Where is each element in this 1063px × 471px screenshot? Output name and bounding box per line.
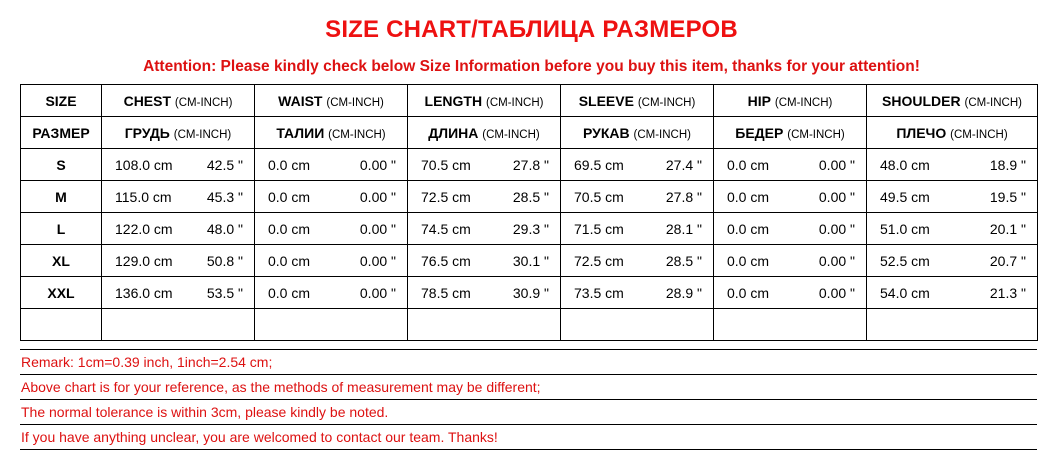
measurement-cell <box>408 245 561 277</box>
measurement-cell <box>867 213 1038 245</box>
inch-value: 0.00 " <box>359 220 396 237</box>
cm-value: 0.0 cm <box>727 188 770 205</box>
column-label: CHEST <box>123 92 172 109</box>
column-unit: (CM-INCH) <box>787 128 845 141</box>
column-label: HIP <box>747 92 771 109</box>
cm-value: 129.0 cm <box>115 252 173 269</box>
cm-value: 78.5 cm <box>421 284 471 301</box>
column-label: ТАЛИИ <box>276 124 325 141</box>
measurement-cell <box>714 277 867 309</box>
empty-cell <box>102 309 255 341</box>
inch-value: 0.00 " <box>818 220 855 237</box>
table-row <box>21 181 1038 213</box>
measurement-pair <box>714 221 866 237</box>
measurement-pair <box>561 189 713 205</box>
size-table <box>20 84 1038 341</box>
cm-value: 74.5 cm <box>421 220 471 237</box>
column-label: РУКАВ <box>582 124 630 141</box>
measurement-pair <box>867 157 1037 173</box>
column-header <box>408 117 561 149</box>
measurement-cell <box>867 149 1038 181</box>
measurement-pair <box>867 189 1037 205</box>
column-header <box>867 117 1038 149</box>
measurement-pair <box>561 285 713 301</box>
column-unit: (CM-INCH) <box>485 96 544 109</box>
inch-value: 20.7 " <box>989 252 1026 269</box>
cm-value: 0.0 cm <box>268 284 311 301</box>
measurement-pair <box>714 157 866 173</box>
inch-value: 0.00 " <box>359 252 396 269</box>
column-header <box>714 117 867 149</box>
measurement-cell <box>867 245 1038 277</box>
measurement-pair <box>867 221 1037 237</box>
size-label: M <box>21 181 102 213</box>
remark-line: Above chart is for your reference, as the methods of measurement may be different; <box>20 375 1037 400</box>
column-label: ДЛИНА <box>428 124 479 141</box>
measurement-cell <box>561 149 714 181</box>
inch-value: 19.5 " <box>989 188 1026 205</box>
column-header <box>867 85 1038 117</box>
cm-value: 70.5 cm <box>421 156 471 173</box>
measurement-pair <box>561 157 713 173</box>
inch-value: 28.5 " <box>665 252 702 269</box>
measurement-cell <box>561 181 714 213</box>
measurement-pair <box>408 157 560 173</box>
inch-value: 42.5 " <box>206 156 243 173</box>
cm-value: 0.0 cm <box>727 220 770 237</box>
measurement-cell <box>255 277 408 309</box>
inch-value: 21.3 " <box>989 284 1026 301</box>
cm-value: 48.0 cm <box>880 156 930 173</box>
column-header <box>255 85 408 117</box>
measurement-pair <box>255 157 407 173</box>
measurement-cell <box>714 213 867 245</box>
measurement-cell <box>867 181 1038 213</box>
column-unit: (CM-INCH) <box>173 128 232 141</box>
column-unit: (CM-INCH) <box>633 128 691 141</box>
empty-cell <box>714 309 867 341</box>
size-label: S <box>21 149 102 181</box>
measurement-cell <box>714 245 867 277</box>
cm-value: 51.0 cm <box>880 220 930 237</box>
measurement-cell <box>561 277 714 309</box>
measurement-pair <box>255 189 407 205</box>
remark-line: If you have anything unclear, you are welcomed to contact our team. Thanks! <box>20 425 1037 450</box>
inch-value: 28.1 " <box>665 220 702 237</box>
measurement-pair <box>255 253 407 269</box>
inch-value: 0.00 " <box>359 156 396 173</box>
measurement-pair <box>255 221 407 237</box>
cm-value: 115.0 cm <box>115 188 172 205</box>
measurement-pair <box>408 221 560 237</box>
header-row-russian <box>21 117 1038 149</box>
column-header <box>714 85 867 117</box>
cm-value: 0.0 cm <box>268 156 311 173</box>
inch-value: 28.5 " <box>512 188 549 205</box>
inch-value: 18.9 " <box>989 156 1026 173</box>
cm-value: 0.0 cm <box>727 252 770 269</box>
measurement-pair <box>714 189 866 205</box>
measurement-cell <box>255 149 408 181</box>
measurement-pair <box>102 157 254 173</box>
empty-cell <box>561 309 714 341</box>
measurement-cell <box>255 213 408 245</box>
inch-value: 48.0 " <box>206 220 243 237</box>
cm-value: 108.0 cm <box>115 156 173 173</box>
inch-value: 28.9 " <box>665 284 702 301</box>
inch-value: 0.00 " <box>359 188 396 205</box>
measurement-cell <box>714 181 867 213</box>
column-unit: (CM-INCH) <box>326 96 384 109</box>
column-unit: (CM-INCH) <box>964 96 1022 109</box>
size-header-cell: SIZE <box>21 85 102 117</box>
remark-line: The normal tolerance is within 3cm, please kindly be noted. <box>20 400 1037 425</box>
cm-value: 70.5 cm <box>574 188 624 205</box>
cm-value: 0.0 cm <box>268 188 311 205</box>
inch-value: 0.00 " <box>818 284 855 301</box>
remarks-section <box>20 349 1037 450</box>
cm-value: 54.0 cm <box>880 284 930 301</box>
measurement-pair <box>714 253 866 269</box>
empty-cell <box>21 309 102 341</box>
column-header <box>102 117 255 149</box>
measurement-pair <box>408 253 560 269</box>
table-row <box>21 277 1038 309</box>
measurement-cell <box>867 277 1038 309</box>
empty-cell <box>255 309 408 341</box>
cm-value: 122.0 cm <box>115 220 173 237</box>
measurement-cell <box>102 181 255 213</box>
header-row-english <box>21 85 1038 117</box>
cm-value: 0.0 cm <box>268 220 311 237</box>
cm-value: 0.0 cm <box>727 156 770 173</box>
cm-value: 71.5 cm <box>574 220 624 237</box>
cm-value: 49.5 cm <box>880 188 930 205</box>
measurement-pair <box>408 285 560 301</box>
measurement-cell <box>102 277 255 309</box>
table-row <box>21 213 1038 245</box>
inch-value: 20.1 " <box>989 220 1026 237</box>
inch-value: 29.3 " <box>512 220 549 237</box>
table-row <box>21 245 1038 277</box>
empty-cell <box>867 309 1038 341</box>
inch-value: 30.9 " <box>512 284 549 301</box>
table-row <box>21 149 1038 181</box>
column-header <box>561 85 714 117</box>
cm-value: 52.5 cm <box>880 252 930 269</box>
empty-row <box>21 309 1038 341</box>
measurement-cell <box>561 245 714 277</box>
measurement-pair <box>255 285 407 301</box>
measurement-cell <box>255 245 408 277</box>
cm-value: 0.0 cm <box>727 284 770 301</box>
measurement-cell <box>102 213 255 245</box>
measurement-cell <box>255 181 408 213</box>
measurement-cell <box>408 181 561 213</box>
measurement-pair <box>102 221 254 237</box>
column-unit: (CM-INCH) <box>774 96 833 109</box>
inch-value: 0.00 " <box>359 284 396 301</box>
column-label: ГРУДЬ <box>124 124 170 141</box>
column-label: WAIST <box>278 92 323 109</box>
measurement-pair <box>867 253 1037 269</box>
measurement-pair <box>867 285 1037 301</box>
inch-value: 27.4 " <box>665 156 702 173</box>
cm-value: 136.0 cm <box>115 284 173 301</box>
inch-value: 45.3 " <box>206 188 243 205</box>
measurement-cell <box>102 245 255 277</box>
attention-notice: Attention: Please kindly check below Size Information before you buy this item, thanks for your attention! <box>143 58 920 75</box>
inch-value: 27.8 " <box>512 156 549 173</box>
column-header <box>561 117 714 149</box>
measurement-pair <box>561 221 713 237</box>
column-header <box>102 85 255 117</box>
column-header <box>408 85 561 117</box>
measurement-pair <box>102 285 254 301</box>
column-label: SLEEVE <box>578 92 634 109</box>
inch-value: 30.1 " <box>512 252 549 269</box>
size-label: L <box>21 213 102 245</box>
inch-value: 50.8 " <box>206 252 243 269</box>
column-unit: (CM-INCH) <box>328 128 386 141</box>
empty-cell <box>408 309 561 341</box>
column-label: LENGTH <box>424 92 483 109</box>
column-unit: (CM-INCH) <box>482 128 540 141</box>
inch-value: 0.00 " <box>818 188 855 205</box>
column-header <box>255 117 408 149</box>
cm-value: 69.5 cm <box>574 156 624 173</box>
cm-value: 0.0 cm <box>268 252 311 269</box>
measurement-pair <box>102 253 254 269</box>
column-label: ПЛЕЧО <box>896 124 947 141</box>
cm-value: 72.5 cm <box>421 188 471 205</box>
measurement-cell <box>102 149 255 181</box>
column-label: БЕДЕР <box>735 124 784 141</box>
size-label: XL <box>21 245 102 277</box>
cm-value: 76.5 cm <box>421 252 471 269</box>
measurement-pair <box>561 253 713 269</box>
measurement-cell <box>561 213 714 245</box>
measurement-cell <box>408 213 561 245</box>
inch-value: 53.5 " <box>206 284 243 301</box>
column-unit: (CM-INCH) <box>950 128 1008 141</box>
measurement-cell <box>714 149 867 181</box>
inch-value: 0.00 " <box>818 252 855 269</box>
measurement-pair <box>102 189 254 205</box>
measurement-cell <box>408 149 561 181</box>
inch-value: 0.00 " <box>818 156 855 173</box>
column-label: SHOULDER <box>882 92 961 109</box>
size-header-cell: РАЗМЕР <box>21 117 102 149</box>
measurement-cell <box>408 277 561 309</box>
inch-value: 27.8 " <box>665 188 702 205</box>
size-table-body <box>21 85 1038 341</box>
measurement-pair <box>714 285 866 301</box>
remark-line: Remark: 1cm=0.39 inch, 1inch=2.54 cm; <box>20 349 1037 375</box>
measurement-pair <box>408 189 560 205</box>
column-unit: (CM-INCH) <box>637 96 696 109</box>
column-unit: (CM-INCH) <box>174 96 233 109</box>
size-label: XXL <box>21 277 102 309</box>
cm-value: 73.5 cm <box>574 284 624 301</box>
cm-value: 72.5 cm <box>574 252 624 269</box>
page-title: SIZE CHART/ТАБЛИЦА РАЗМЕРОВ <box>325 16 738 43</box>
